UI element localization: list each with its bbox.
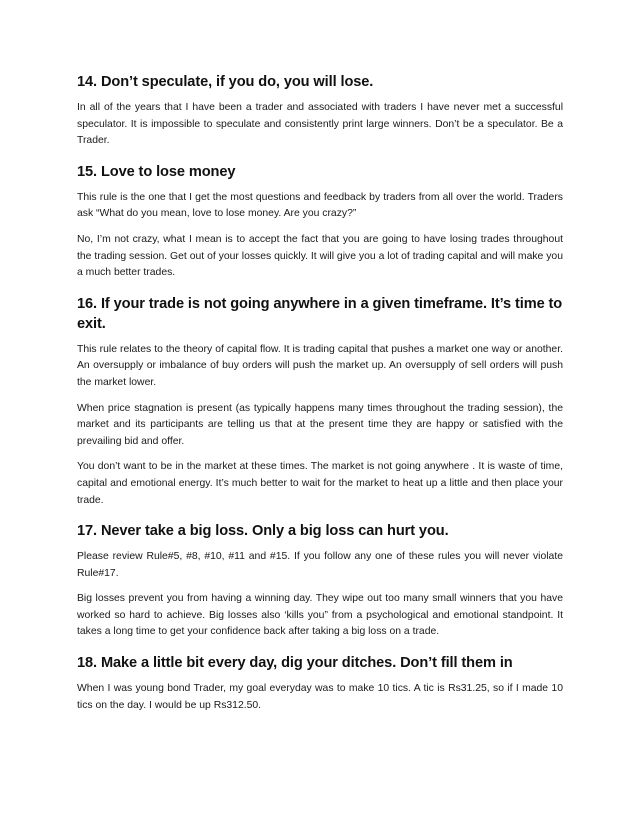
document-page [77, 72, 563, 723]
paragraph: This rule relates to the theory of capital flow. It is trading capital that pushes a market one way or another. An oversupply or imbalance of buy orders will push the market up. An oversupply of sell orders will push the market lower. [77, 343, 563, 388]
paragraph: When I was young bond Trader, my goal everyday was to make 10 tics. A tic is Rs31.25, so if I made 10 tics on the day. I would be up Rs312.50. [77, 683, 563, 711]
section-rule-15 [77, 162, 563, 282]
paragraph: No, I’m not crazy, what I mean is to accept the fact that you are going to have losing trades throughout the trading session. Get out of your losses quickly. It will give you a lot of trading capital and will make you a much better trades. [77, 233, 563, 279]
paragraph: In all of the years that I have been a trader and associated with traders I have never met a successful speculator. It is impossible to speculate and consistently print large winners. Don’t be a speculator. Be a Trader. [77, 102, 563, 147]
section-heading: 17. Never take a big loss. Only a big loss can hurt you. [77, 523, 449, 540]
section-rule-18 [77, 653, 563, 714]
section-heading: 18. Make a little bit every day, dig your ditches. Don’t fill them in [77, 655, 513, 672]
paragraph: Big losses prevent you from having a winning day. They wipe out too many small winners that you have worked so hard to achieve. Big losses also ‘kills you” from a psychological and emotional standpoint. It takes a long time to get your confidence back after taking a big loss on a trade. [77, 593, 563, 638]
section-rule-17 [77, 521, 563, 641]
section-heading: 16. If your trade is not going anywhere in a given timeframe. It’s time to exit. [77, 295, 563, 332]
paragraph: When price stagnation is present (as typically happens many times throughout the trading session), the market and its participants are telling us that at the present time they are happy or satisfied with the prevailing bid and offer. [77, 402, 563, 447]
section-heading: 15. Love to lose money [77, 163, 236, 180]
paragraph: This rule is the one that I get the most questions and feedback by traders from all over the world. Traders ask “What do you mean, love to lose money. Are you crazy?” [77, 191, 563, 220]
paragraph: You don’t want to be in the market at these times. The market is not going anywhere . It is waste of time, capital and emotional energy. It’s much better to wait for the market to heat up a little and then place your trade. [77, 461, 563, 506]
paragraph: Please review Rule#5, #8, #10, #11 and #15. If you follow any one of these rules you will never violate Rule#17. [77, 551, 563, 579]
section-rule-16 [77, 294, 563, 509]
section-heading: 14. Don’t speculate, if you do, you will lose. [77, 74, 374, 90]
section-rule-14 [77, 72, 563, 150]
